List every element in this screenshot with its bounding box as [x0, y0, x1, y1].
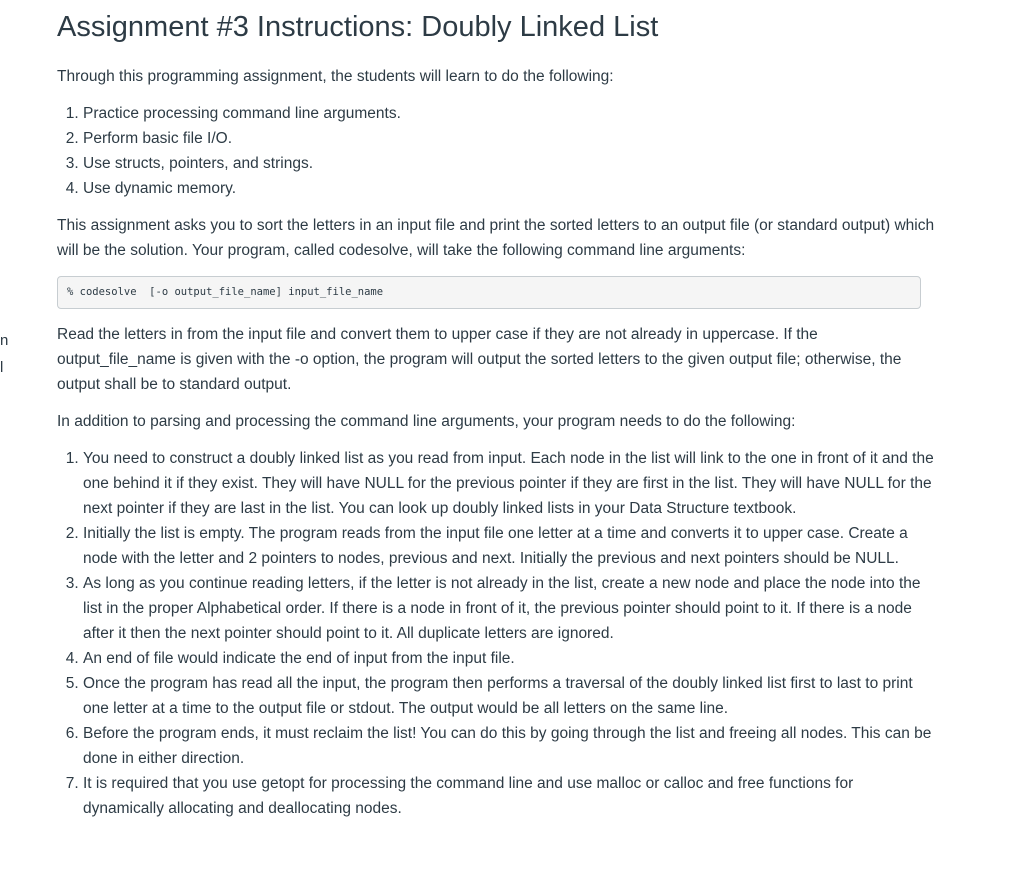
list-item: 2. Perform basic file I/O.: [83, 126, 937, 151]
list-item: 4. Use dynamic memory.: [83, 176, 937, 201]
requirements-list: [57, 446, 937, 821]
list-item: 7. It is required that you use getopt for processing the command line and use malloc or calloc and free functions for dynamically allocating and deallocating nodes.: [83, 771, 937, 821]
list-item: 2. Initially the list is empty. The program reads from the input file one letter at a time and converts it to upper case. Create a node with the letter and 2 pointers to nodes, previous and next. Initially the previous and next pointers should be NULL.: [83, 521, 937, 571]
description-paragraph: This assignment asks you to sort the letters in an input file and print the sorted letters to an output file (or standard output) which will be the solution. Your program, called codesolve, will take the following command line arguments:: [57, 217, 935, 259]
intro-paragraph: Through this programming assignment, the students will learn to do the following:: [57, 68, 614, 85]
edge-glyph-2: l: [0, 359, 4, 376]
list-item: 1. Practice processing command line arguments.: [83, 101, 937, 126]
learning-goals-list: [57, 101, 937, 201]
list-item: 3. Use structs, pointers, and strings.: [83, 151, 937, 176]
list-item: 1. You need to construct a doubly linked list as you read from input. Each node in the list will link to the one in front of it and the one behind it if they exist. They will have NULL for the previous pointer if they are first in the list. They will have NULL for the next pointer if they are last in the list. You can look up doubly linked lists in your Data Structure textbook.: [83, 446, 937, 521]
list-item: 5. Once the program has read all the input, the program then performs a traversal of the doubly linked list first to last to print one letter at a time to the output file or stdout. The output would be all letters on the same line.: [83, 671, 937, 721]
list-item: 3. As long as you continue reading letters, if the letter is not already in the list, create a new node and place the node into the list in the proper Alphabetical order. If there is a node in front of it, the previous pointer should point to it. If there is a node after it then the next pointer should point to it. All duplicate letters are ignored.: [83, 571, 937, 646]
page-title: Assignment #3 Instructions: Doubly Linked List: [57, 11, 659, 43]
read-letters-paragraph: Read the letters in from the input file and convert them to upper case if they are not already in uppercase. If the output_file_name is given with the -o option, the program will output the sorted letters to the given output file; otherwise, the output shall be to standard output.: [57, 326, 902, 393]
list-item: 4. An end of file would indicate the end of input from the input file.: [83, 646, 937, 671]
assignment-content: [57, 8, 937, 821]
requirements-intro: In addition to parsing and processing the command line arguments, your program needs to do the following:: [57, 413, 796, 430]
list-item: 6. Before the program ends, it must reclaim the list! You can do this by going through the list and freeing all nodes. This can be done in either direction.: [83, 721, 937, 771]
edge-glyph-1: n: [0, 332, 9, 349]
command-usage-code: % codesolve [-o output_file_name] input_file_name: [57, 276, 921, 309]
